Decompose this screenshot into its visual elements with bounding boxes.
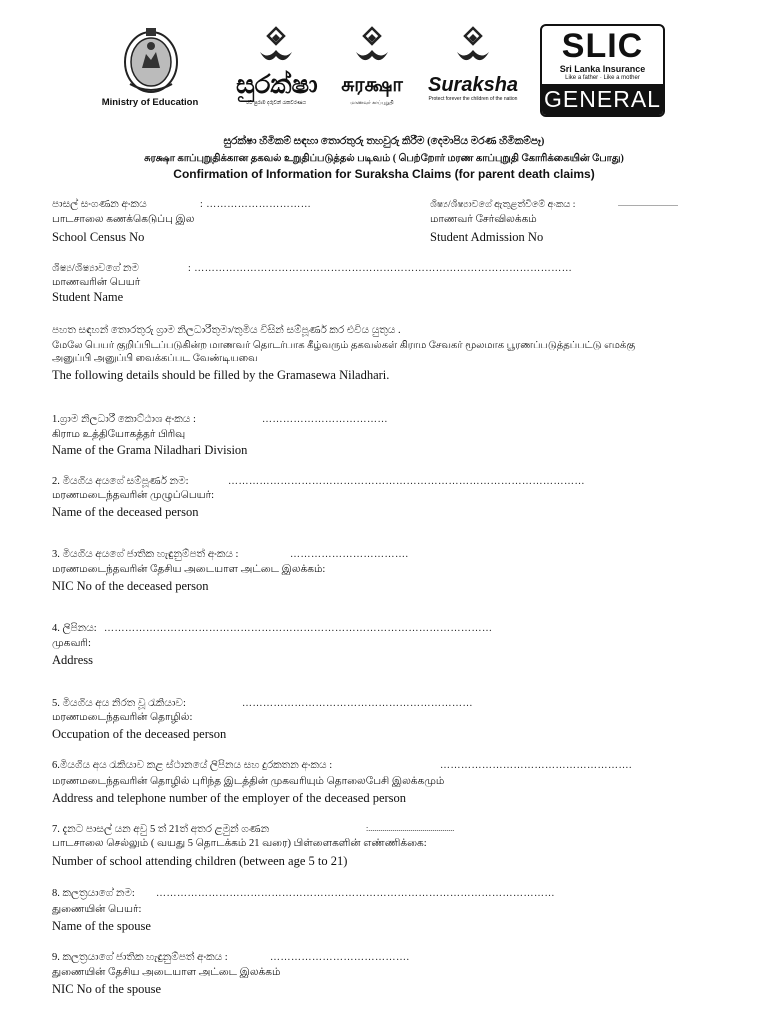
ministry-label: Ministry of Education bbox=[101, 97, 199, 108]
slic-subtitle: Sri Lanka Insurance bbox=[559, 64, 646, 74]
item-3-label-english: NIC No of the deceased person bbox=[52, 579, 209, 593]
item-7-label-tamil: பாடசாலை செல்லும் ( வயது 5 தொடக்கம் 21 வரை) பிள்ளைகளின் எண்ணிக்கை: bbox=[52, 838, 427, 849]
item-8-label-sinhala: 8. කලත්‍රයාගේ නම: bbox=[52, 888, 135, 899]
instruction-tamil-line-1: மேலே பெயர் குறிப்பிடப்படுகின்ற மாணவர் தொடர்பாக கீழ்வரும் தகவல்கள் கிராம சேவகர் மூலமாக பூரணப்படுத்தப்பட்டு எமக்கு bbox=[52, 340, 636, 351]
item-6-label-sinhala: 6.මියගිය අය රැකියාව කළ ස්ථානයේ ලිපිනය සහ දුරකතන අංකය : bbox=[52, 760, 333, 771]
admission-label-english: Student Admission No bbox=[430, 230, 544, 244]
slic-name: SLIC bbox=[561, 27, 644, 65]
logo-english-subtext: Protect forever the children of the nation bbox=[428, 96, 518, 102]
item-4-input-line[interactable]: ………………………………………………………………………………………………… bbox=[104, 623, 493, 634]
item-1-label-tamil: கிராம உத்தியோகத்தர் பிரிவு bbox=[52, 429, 186, 440]
instruction-tamil-line-2: அனுப்பி அனுப்பி வைக்கப்பட வேண்டியவை bbox=[52, 353, 258, 364]
government-emblem bbox=[120, 24, 182, 96]
census-label-english: School Census No bbox=[52, 230, 145, 244]
instruction-sinhala: පහත සඳහන් තොරතුරු ග්‍රාම නිලධාරීතුමා/තුමිය විසින් සම්පූර්ණ කර එවිය යුතුය . bbox=[52, 325, 401, 336]
title-sinhala: සුරක්ෂා හිමිකම් සඳහා තොරතුරු තහවුරු කිරීම (දෙමාපිය මරණ හිමිකම්පෑ) bbox=[223, 136, 545, 147]
item-6-label-tamil: மரணமடைந்தவரின் தொழில் புரிந்த இடத்தின் முகவரியும் தொலைபேசி இலக்கமும் bbox=[52, 776, 445, 787]
item-7-label-sinhala: 7. දැනට පාසල් යන අවු 5 ත් 21ත් අතර ළමුන් ගණන bbox=[52, 824, 270, 835]
item-3-input-line[interactable]: ……………………………. bbox=[290, 549, 409, 560]
student-name-label-tamil: மாணவரின் பெயர் bbox=[52, 277, 141, 288]
item-4-label-tamil: முகவரி: bbox=[52, 638, 91, 649]
item-8-input-line[interactable]: …………………………………………………………………………………………………… bbox=[156, 888, 555, 899]
census-label-sinhala: පාසල් සංගණන අංකය bbox=[52, 199, 147, 210]
suraksha-english-logo bbox=[428, 26, 518, 110]
student-name-input-line[interactable]: : ……………………………………………………………………………………………… bbox=[188, 263, 573, 274]
item-3-label-sinhala: 3. මියගිය අයගේ ජාතික හැඳුනුම්පත් අංකය : bbox=[52, 549, 239, 560]
logo-tamil-text: சுரக்ஷா bbox=[341, 74, 403, 96]
logo-sinhala-text: සුරක්ෂා bbox=[236, 70, 318, 99]
suraksha-sinhala-logo bbox=[236, 26, 316, 110]
item-1-input-line[interactable]: ……………………………… bbox=[262, 414, 388, 425]
logo-english-text: Suraksha bbox=[428, 74, 519, 96]
slic-general-logo bbox=[540, 24, 665, 117]
item-8-label-english: Name of the spouse bbox=[52, 919, 151, 933]
suraksha-mark-icon bbox=[256, 26, 296, 70]
logo-tamil-subtext: மாணவர் காப்புறுதி bbox=[350, 100, 394, 106]
logo-sinhala-subtext: රට පුරාම දරුවන් රැකවරණය bbox=[245, 100, 307, 106]
item-5-label-english: Occupation of the deceased person bbox=[52, 727, 227, 741]
item-2-label-sinhala: 2. මියගිය අයගේ සම්පූර්ණ නම: bbox=[52, 476, 189, 487]
admission-input-line[interactable]: .............................. bbox=[618, 199, 678, 208]
suraksha-mark-icon bbox=[453, 26, 493, 70]
census-label-tamil: பாடசாலை கணக்கெடுப்பு இல bbox=[52, 214, 195, 225]
item-4-label-english: Address bbox=[52, 653, 93, 667]
item-5-label-tamil: மரணமடைந்தவரின் தொழில்: bbox=[52, 712, 193, 723]
census-input-line[interactable]: : ………………………… bbox=[200, 199, 312, 210]
item-3-label-tamil: மரணமடைந்தவரின் தேசிய அடையாள அட்டை இலக்கம்: bbox=[52, 564, 326, 575]
instruction-english: The following details should be filled by the Gramasewa Niladhari. bbox=[52, 368, 390, 382]
item-7-label-english: Number of school attending children (between age 5 to 21) bbox=[52, 854, 348, 868]
item-8-label-tamil: துணையின் பெயர்: bbox=[52, 904, 142, 915]
title-english: Confirmation of Information for Suraksha Claims (for parent death claims) bbox=[173, 167, 595, 181]
student-name-label-sinhala: ශිෂ්‍ය/ශිෂ්‍යාවගේ නම bbox=[52, 263, 139, 274]
admission-label-tamil: மாணவர் சேர்விலக்கம் bbox=[430, 214, 537, 225]
item-9-input-line[interactable]: …………………………………. bbox=[270, 952, 410, 963]
slic-tagline: Like a father · Like a mother bbox=[565, 75, 640, 81]
item-5-label-sinhala: 5. මියගිය අය නිරත වූ රැකියාව: bbox=[52, 698, 186, 709]
item-1-label-english: Name of the Grama Niladhari Division bbox=[52, 443, 248, 457]
item-9-label-english: NIC No of the spouse bbox=[52, 982, 162, 996]
student-name-label-english: Student Name bbox=[52, 290, 124, 304]
item-1-label-sinhala: 1.ග්‍රාම නිලධාරී කොට්ඨාශ අංකය : bbox=[52, 414, 196, 425]
item-2-label-tamil: மரணமடைந்தவரின் முழுப்பெயர்: bbox=[52, 490, 215, 501]
item-9-label-sinhala: 9. කලත්‍රයාගේ ජාතික හැඳුනුම්පත් අංකය : bbox=[52, 952, 228, 963]
item-5-input-line[interactable]: ………………………………………………………… bbox=[242, 698, 473, 709]
item-6-input-line[interactable]: ………………………………………………. bbox=[440, 760, 632, 771]
item-6-label-english: Address and telephone number of the employer of the deceased person bbox=[52, 791, 407, 805]
item-2-input-line[interactable]: ………………………………………………………………………………………… bbox=[228, 476, 585, 487]
item-7-input-line[interactable]: :........................................... bbox=[366, 824, 455, 833]
suraksha-mark-icon bbox=[352, 26, 392, 70]
title-tamil: சுரக்ஷா காப்புறுதிக்கான தகவல் உறுதிப்படுத்தல் படிவம் ( பெற்றோர் மரண காப்புறுதி கோரிக்கையின் போது) bbox=[144, 153, 624, 164]
item-2-label-english: Name of the deceased person bbox=[52, 505, 199, 519]
suraksha-tamil-logo bbox=[330, 26, 414, 110]
item-9-label-tamil: துணையின் தேசிய அடையாள அட்டை இலக்கம் bbox=[52, 967, 281, 978]
admission-label-sinhala: ශිෂ්‍ය/ශිෂ්‍යාවගේ ඇතුළත්වීමේ අංකය : bbox=[430, 200, 576, 210]
item-4-label-sinhala: 4. ලිපිනය: bbox=[52, 623, 97, 634]
slic-general-label: GENERAL bbox=[542, 84, 663, 115]
